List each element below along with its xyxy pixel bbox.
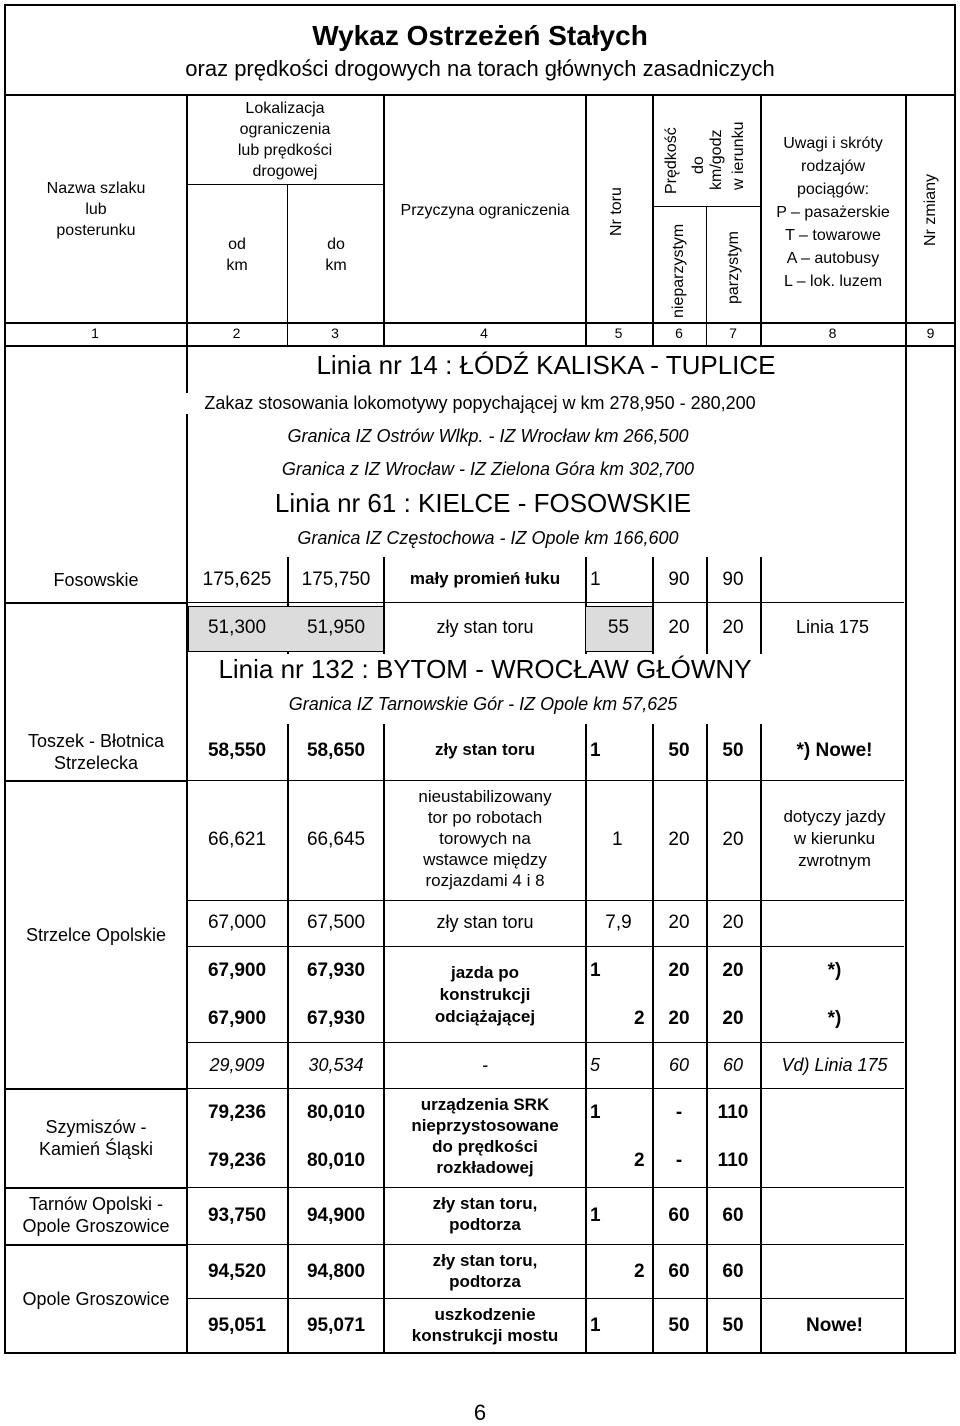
divider (188, 1088, 904, 1089)
track-no: 1 (590, 740, 601, 761)
col-number: 8 (828, 325, 837, 341)
remarks: Vd) Linia 175 (781, 1055, 888, 1075)
divider (188, 1298, 904, 1299)
divider (188, 946, 904, 947)
speed-odd: - (675, 1102, 683, 1123)
line-14-note: Zakaz stosowania lokomotywy popychającej w km 278,950 - 280,200 (100, 393, 860, 414)
speed-odd: 60 (668, 1055, 690, 1075)
divider (585, 94, 587, 347)
speed-even: 90 (722, 569, 744, 590)
header-predkosc-kmh: km/godz w ierunku (708, 121, 747, 190)
km-to: 67,930 (306, 960, 366, 981)
header-do: do km (325, 236, 347, 274)
col-number: 7 (729, 325, 737, 341)
divider (4, 1187, 186, 1189)
reason: urządzenia SRK nieprzystosowane do prędkości rozkładowej (411, 1095, 559, 1177)
reason: zły stan toru, podtorza (432, 1251, 538, 1291)
km-to: 175,750 (301, 569, 371, 590)
speed-even: 20 (722, 829, 744, 850)
km-from: 79,236 (207, 1102, 267, 1123)
speed-even: 60 (722, 1205, 744, 1226)
reason: zły stan toru, podtorza (432, 1194, 538, 1234)
line-14-title: Linia nr 14 : ŁÓDŹ KALISKA - TUPLICE (316, 350, 776, 380)
remarks: dotyczy jazdy w kierunku zwrotnym (783, 807, 886, 870)
track-no: 1 (612, 829, 623, 850)
speed-odd: 50 (668, 740, 690, 761)
speed-odd: 90 (668, 569, 690, 590)
km-from: 51,300 (207, 617, 267, 638)
row-name: Fosowskie (53, 570, 139, 590)
speed-even: 20 (722, 912, 744, 933)
divider (188, 900, 904, 901)
speed-odd: 60 (668, 1205, 690, 1226)
header-predkosc: Prędkość (663, 127, 680, 194)
speed-even: 60 (722, 1261, 744, 1282)
reason: jazda po konstrukcji odciążającej (434, 963, 536, 1026)
km-to: 67,930 (306, 1008, 366, 1029)
col-number: 5 (614, 325, 623, 341)
track-no: 1 (590, 569, 601, 590)
remarks: *) (827, 960, 842, 981)
remarks: Nowe! (806, 1315, 863, 1336)
track-no: 55 (607, 617, 630, 638)
row-name: Szymiszów - Kamień Śląski (38, 1117, 154, 1159)
row-name: Strzelce Opolskie (25, 925, 167, 945)
divider (188, 1042, 904, 1043)
speed-odd: 60 (668, 1261, 690, 1282)
col-number: 2 (232, 325, 241, 341)
km-to: 80,010 (306, 1150, 366, 1171)
km-from: 79,236 (207, 1150, 267, 1171)
speed-even: 60 (722, 1055, 744, 1075)
track-no: 1 (590, 1205, 601, 1226)
track-no: 2 (634, 1008, 645, 1029)
header-uwagi: Uwagi i skróty rodzajów pociągów: P – pasażerskie T – towarowe A – autobusy L – lok. luzem (776, 135, 890, 290)
line-61-border-1: Granica IZ Częstochowa - IZ Opole km 166,600 (297, 528, 679, 548)
track-no: 1 (590, 1102, 601, 1123)
remarks: *) (827, 1008, 842, 1029)
track-no: 1 (590, 1315, 601, 1336)
km-from: 67,900 (207, 960, 267, 981)
speed-even: 20 (722, 960, 744, 981)
km-from: 66,621 (207, 829, 267, 850)
divider (652, 94, 654, 347)
reason: nieustabilizowany tor po robotach torowych na wstawce między rozjazdami 4 i 8 (418, 787, 552, 890)
header-predkosc-do: do (690, 156, 707, 174)
km-from: 95,051 (207, 1315, 267, 1336)
speed-even: 20 (722, 1008, 744, 1029)
header-od: od km (226, 236, 248, 274)
track-no: 5 (590, 1055, 601, 1075)
km-to: 58,650 (306, 740, 366, 761)
km-from: 67,000 (207, 912, 267, 933)
row-name: Toszek - Błotnica Strzelecka (27, 731, 165, 773)
km-to: 67,500 (306, 912, 366, 933)
reason: zły stan toru (436, 912, 534, 932)
header-nr-toru: Nr toru (608, 187, 625, 236)
header-nr-zmiany: Nr zmiany (922, 173, 939, 246)
speed-odd: 50 (668, 1315, 690, 1336)
speed-odd: 20 (668, 1008, 690, 1029)
speed-even: 50 (722, 740, 744, 761)
row-name: Opole Groszowice (22, 1289, 170, 1309)
page-title: Wykaz Ostrzeżeń Stałych (312, 20, 648, 51)
divider (188, 1244, 904, 1245)
remarks: Linia 175 (795, 617, 870, 637)
speed-odd: 20 (668, 617, 690, 638)
reason: uszkodzenie konstrukcji mostu (411, 1305, 559, 1345)
line-61-title: Linia nr 61 : KIELCE - FOSOWSKIE (274, 488, 692, 518)
divider (4, 780, 186, 782)
divider (188, 602, 904, 603)
line-132-title: Linia nr 132 : BYTOM - WROCŁAW GŁÓWNY (218, 654, 752, 684)
line-14-border-1: Granica IZ Ostrów Wlkp. - IZ Wrocław km 266,500 (287, 426, 689, 446)
reason: zły stan toru (434, 740, 536, 759)
line-132-border-1: Granica IZ Tarnowskie Gór - IZ Opole km 57,625 (288, 694, 678, 714)
header-name: Nazwa szlaku lub posterunku (46, 180, 146, 239)
speed-odd: - (675, 1150, 683, 1171)
speed-even: 110 (717, 1150, 749, 1171)
col-number: 1 (91, 325, 99, 341)
track-no: 7,9 (605, 912, 632, 933)
speed-even: 50 (722, 1315, 744, 1336)
km-from: 93,750 (207, 1205, 267, 1226)
line-14-border-2: Granica z IZ Wrocław - IZ Zielona Góra km 302,700 (281, 459, 695, 479)
divider (4, 94, 956, 96)
divider (905, 94, 907, 347)
km-from: 67,900 (207, 1008, 267, 1029)
row-name: Tarnów Opolski - Opole Groszowice (22, 1194, 170, 1236)
divider (186, 184, 384, 185)
remarks: *) Nowe! (796, 740, 873, 761)
speed-odd: 20 (668, 960, 690, 981)
header-przyczyna: Przyczyna ograniczenia (400, 202, 570, 219)
page-subtitle: oraz prędkości drogowych na torach głównych zasadniczych (185, 56, 775, 81)
speed-even: 20 (722, 617, 744, 638)
km-to: 66,645 (306, 829, 366, 850)
divider (188, 1187, 904, 1188)
col-number: 9 (926, 325, 935, 341)
header-nieparzystym: nieparzystym (670, 223, 687, 318)
track-no: 1 (590, 960, 601, 981)
km-to: 94,800 (306, 1261, 366, 1282)
km-from: 94,520 (207, 1261, 267, 1282)
km-to: 80,010 (306, 1102, 366, 1123)
divider (4, 602, 186, 604)
km-to: 30,534 (308, 1055, 364, 1075)
reason: zły stan toru (436, 617, 534, 637)
speed-odd: 20 (668, 829, 690, 850)
col-number: 6 (675, 325, 683, 341)
km-from: 29,909 (209, 1055, 265, 1075)
km-to: 94,900 (306, 1205, 366, 1226)
col-number: 4 (480, 325, 488, 341)
speed-even: 110 (717, 1102, 749, 1123)
track-no: 2 (634, 1261, 645, 1282)
km-from: 58,550 (207, 740, 267, 761)
header-lokalizacja: Lokalizacja ograniczenia lub prędkości drogowej (237, 100, 333, 180)
km-from: 175,625 (202, 569, 272, 590)
km-to: 51,950 (306, 617, 366, 638)
track-no: 2 (634, 1150, 645, 1171)
col-number: 3 (331, 325, 339, 341)
divider (4, 1244, 186, 1246)
reason: mały promień łuku (409, 569, 561, 588)
speed-odd: 20 (668, 912, 690, 933)
reason: - (482, 1055, 488, 1075)
divider (4, 322, 956, 324)
header-parzystym: parzystym (725, 231, 742, 304)
divider (4, 1088, 186, 1090)
divider (188, 780, 904, 781)
km-to: 95,071 (306, 1315, 366, 1336)
page-number: 6 (473, 1400, 487, 1425)
